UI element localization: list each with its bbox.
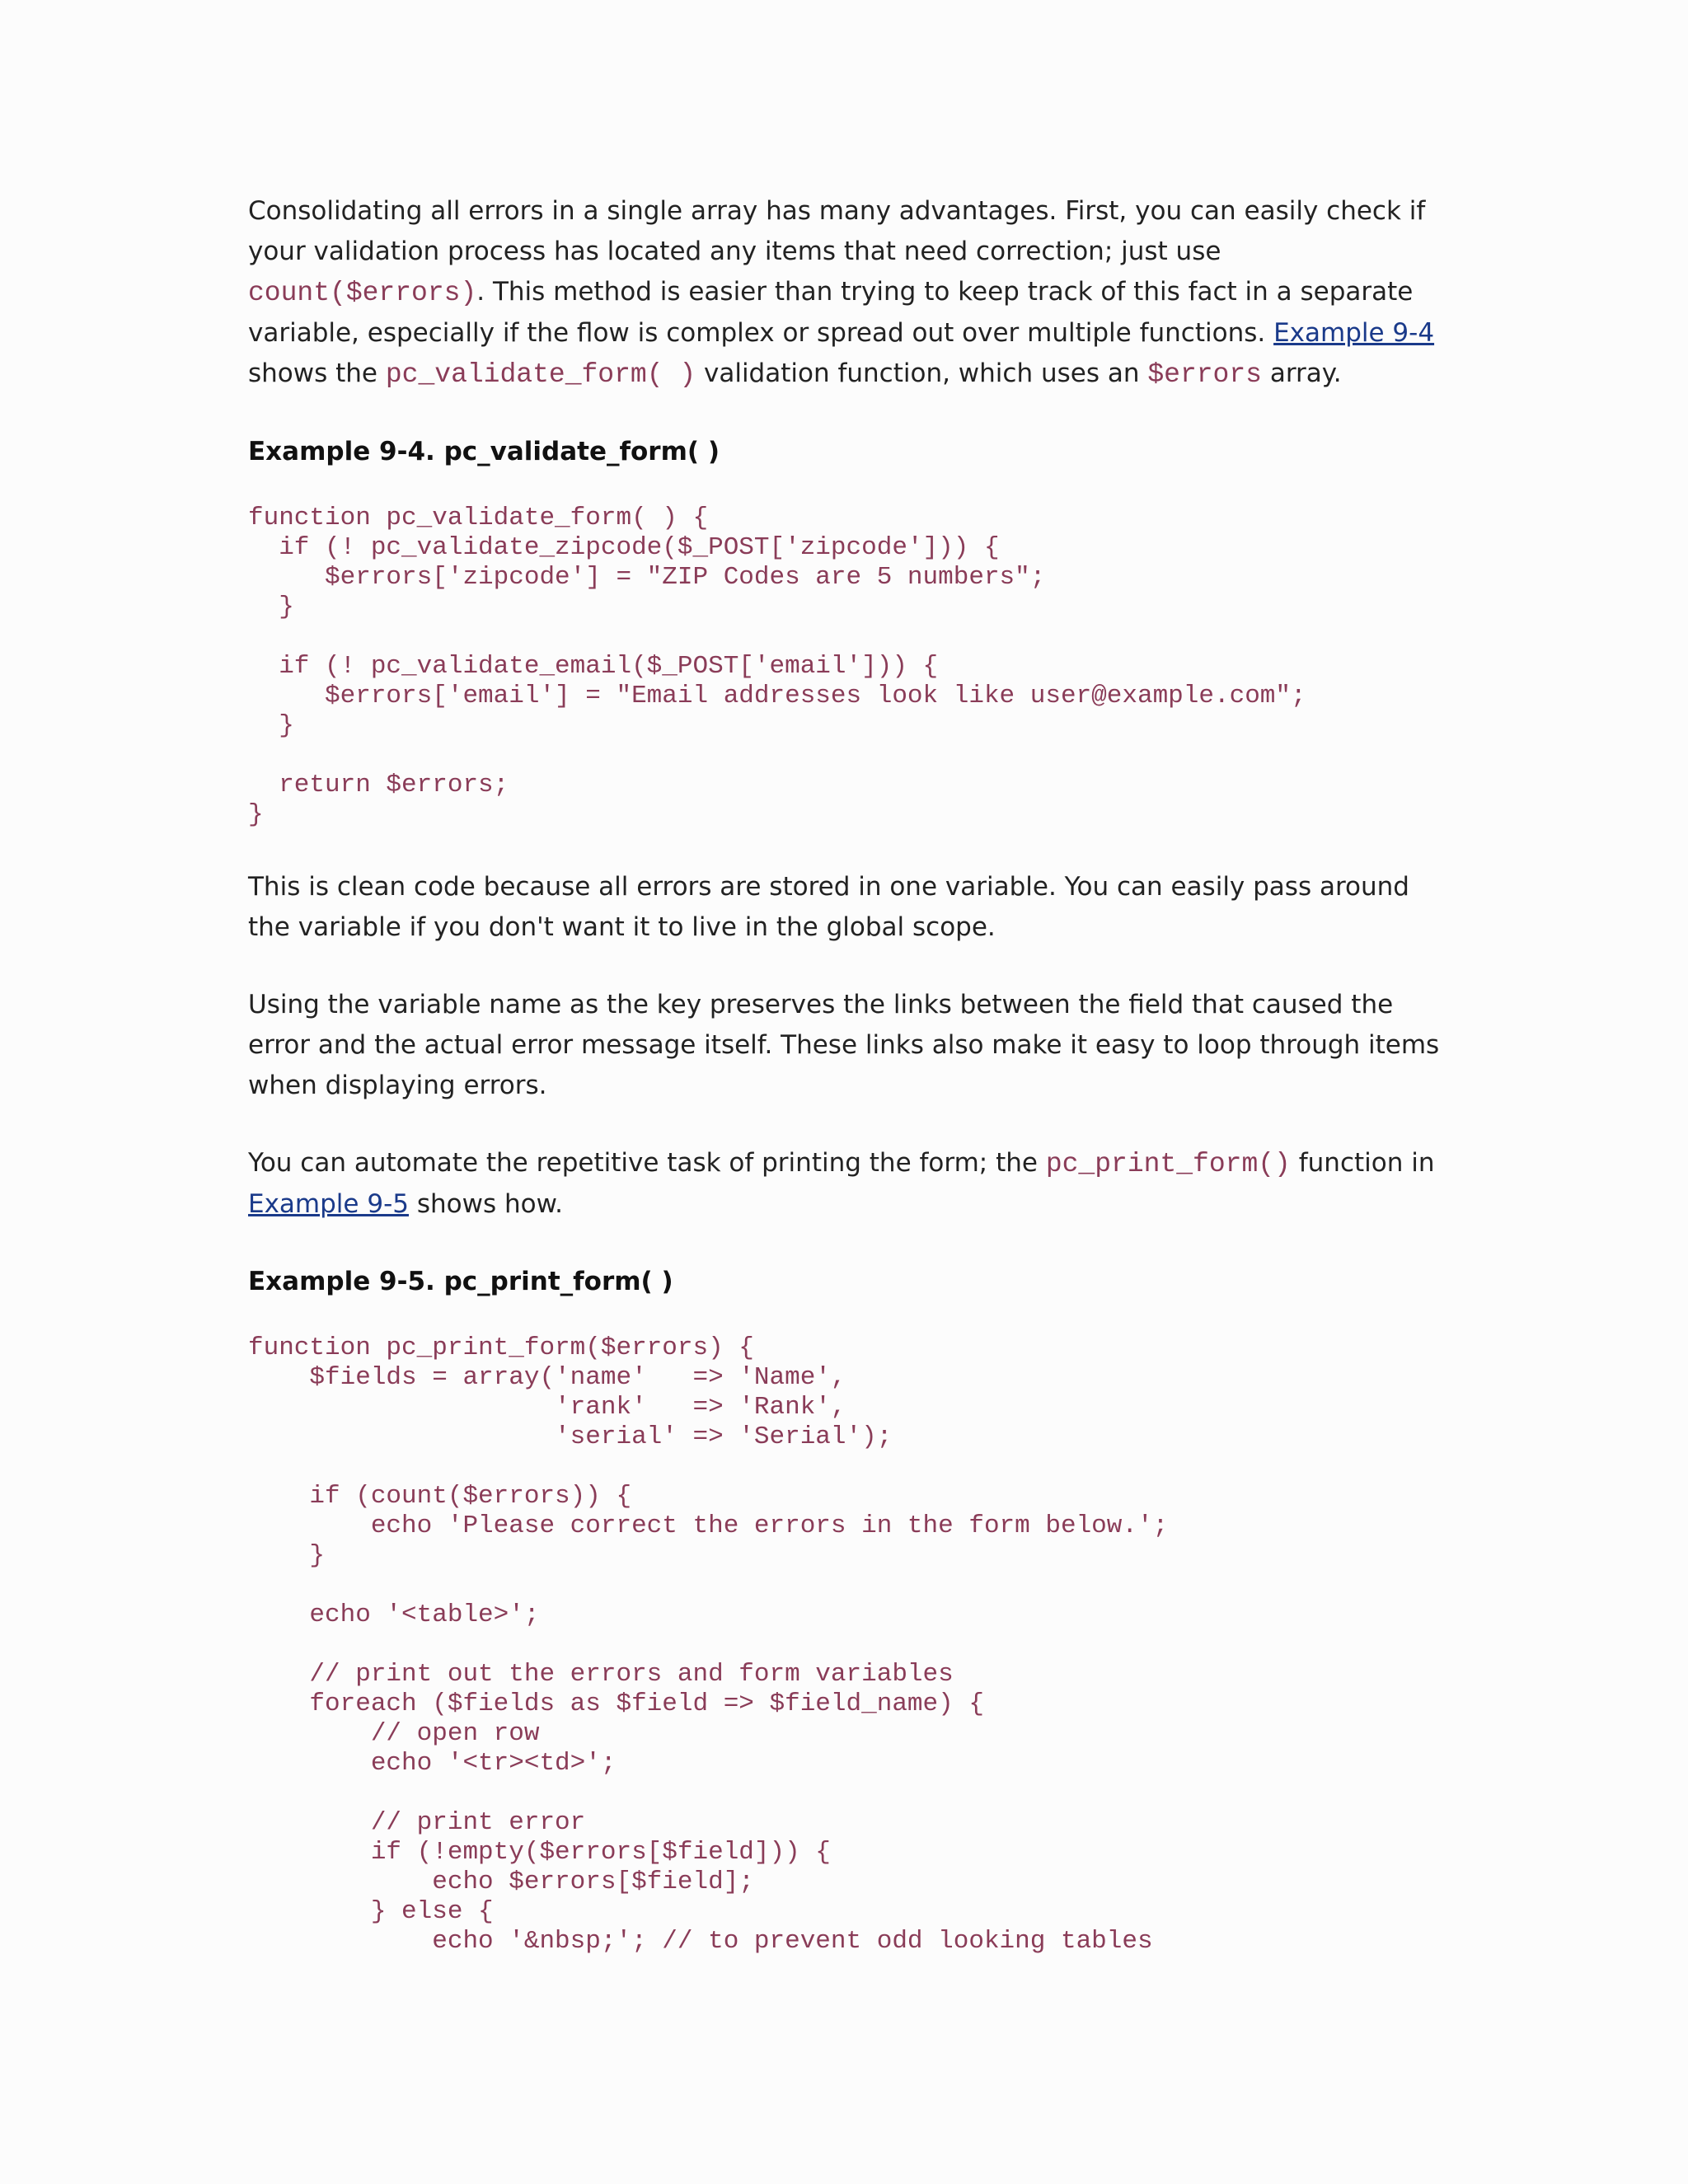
paragraph-text: Consolidating all errors in a single array has many advantages. First, you can easily check if your validation process has located any items that need correction; just use — [248, 196, 1426, 266]
paragraph-text: array. — [1269, 359, 1342, 388]
paragraph-clean-code: This is clean code because all errors are stored in one variable. You can easily pass around the variable if you don't want it to live in the global scope. — [248, 872, 1409, 942]
inline-code-pc-validate-form: pc_validate_form( ) — [385, 359, 696, 390]
paragraph-text: shows the — [248, 359, 377, 388]
paragraph-variable-key: Using the variable name as the key preserves the links between the field that caused the error and the actual error message itself. These links also make it easy to loop through items when displaying errors. — [248, 990, 1440, 1100]
inline-code-count-errors: count($errors) — [248, 278, 477, 308]
inline-code-pc-print-form: pc_print_form() — [1045, 1149, 1291, 1179]
inline-code-errors: $errors — [1147, 359, 1262, 390]
example-9-5-code-block: function pc_print_form($errors) { $fields = array('name' => 'Name', 'rank' => 'Rank', 'serial' => 'Serial'); if (count($errors)) { echo 'Please correct the errors in the form below.'; } echo '<table>'; // print out the errors and form variables foreach ($fields as $field => $field_name) { // open row echo '<tr><td>'; // print error if (!empty($errors[$field])) { echo $errors[$field]; } else { echo '&nbsp;'; // to prevent odd looking tables — [248, 1333, 1169, 1956]
paragraph-text: shows how. — [416, 1189, 563, 1219]
link-example-9-4[interactable]: Example 9-4 — [1273, 318, 1435, 348]
example-9-5-heading: Example 9-5. pc_print_form( ) — [248, 1267, 673, 1296]
paragraph-errors-array — [248, 191, 1451, 395]
document-page — [248, 191, 1451, 1994]
paragraph-text: validation function, which uses an — [703, 359, 1140, 388]
example-9-4-code-block: function pc_validate_form( ) { if (! pc_validate_zipcode($_POST['zipcode'])) { $errors['zipcode'] = "ZIP Codes are 5 numbers"; } if (! pc_validate_email($_POST['email'])) { $errors['email'] = "Email addresses look like user@example.com"; } return $errors; } — [248, 504, 1306, 829]
paragraph-text: function in — [1298, 1148, 1435, 1178]
paragraph-automate-printing — [248, 1143, 1451, 1225]
paragraph-text: . This method is easier than trying to keep track of this fact in a separate variable, especially if the flow is complex or spread out over multiple functions. — [248, 277, 1414, 348]
example-9-4-heading: Example 9-4. pc_validate_form( ) — [248, 437, 720, 466]
paragraph-text: You can automate the repetitive task of printing the form; the — [248, 1148, 1038, 1178]
link-example-9-5[interactable]: Example 9-5 — [248, 1189, 409, 1219]
